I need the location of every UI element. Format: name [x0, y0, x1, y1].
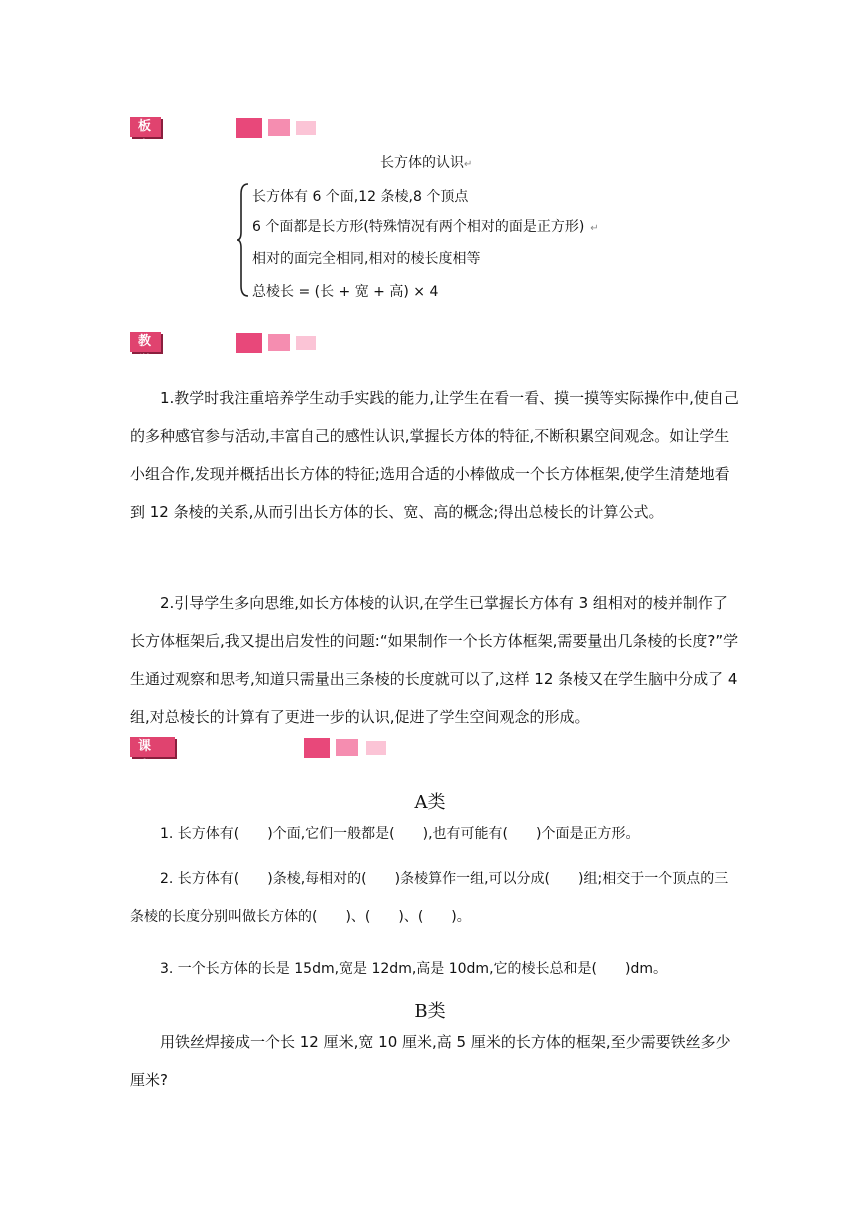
homework-label: 课堂作业新设计: [130, 737, 175, 757]
board-design-label: 板书设计: [130, 117, 161, 137]
board-line: 相对的面完全相同,相对的棱长度相等: [252, 251, 481, 267]
reflection-paragraph-2: 2.引导学生多向思维,如长方体棱的认识,在学生已掌握长方体有 3 组相对的棱并制作了长方体框架后,我又提出启发性的问题:“如果制作一个长方体框架,需要量出几条棱的长度?”学生通过观察和思考,知道只需量出三条棱的长度就可以了,这样 12 条棱又在学生脑中分成了 4 组,对总棱长的计算有了更进一步的认识,促进了学生空间观念的形成。: [130, 594, 739, 726]
reflection-label: 教学反思: [130, 332, 161, 352]
board-line: 6 个面都是长方形(特殊情况有两个相对的面是正方形) ↵: [252, 219, 599, 235]
banner-decoration: [268, 334, 290, 351]
board-title: 长方体的认识↵: [380, 155, 473, 171]
return-mark-icon: ↵: [590, 223, 599, 234]
question-b1: 用铁丝焊接成一个长 12 厘米,宽 10 厘米,高 5 厘米的长方体的框架,至少需要铁丝多少厘米?: [130, 1033, 731, 1089]
banner-decoration: [336, 739, 358, 756]
banner-decoration: [304, 738, 330, 758]
banner-decoration: [236, 118, 262, 138]
banner-decoration: [366, 741, 386, 755]
curly-brace-icon: [236, 182, 250, 298]
question-2: 2. 长方体有( )条棱,每相对的( )条棱算作一组,可以分成( )组;相交于一个顶点的三条棱的长度分别叫做长方体的( )、( )、( )。: [130, 871, 729, 925]
return-mark-icon: ↵: [464, 159, 473, 170]
question-3: 3. 一个长方体的长是 15dm,宽是 12dm,高是 10dm,它的棱长总和是( )dm。: [160, 961, 667, 977]
banner-decoration: [296, 121, 316, 135]
banner-decoration: [268, 119, 290, 136]
question-1: 1. 长方体有( )个面,它们一般都是( ),也有可能有( )个面是正方形。: [160, 826, 640, 842]
banner-decoration: [296, 336, 316, 350]
category-b-title: B类: [414, 1001, 446, 1022]
reflection-paragraph-1: 1.教学时我注重培养学生动手实践的能力,让学生在看一看、摸一摸等实际操作中,使自己的多种感官参与活动,丰富自己的感性认识,掌握长方体的特征,不断积累空间观念。如让学生小组合作,发现并概括出长方体的特征;选用合适的小棒做成一个长方体框架,使学生清楚地看到 12 条棱的关系,从而引出长方体的长、宽、高的概念;得出总棱长的计算公式。: [130, 389, 739, 521]
board-line: 总棱长 = (长 + 宽 + 高) × 4: [252, 284, 439, 300]
board-line: 长方体有 6 个面,12 条棱,8 个顶点: [252, 189, 469, 205]
category-a-title: A类: [414, 792, 446, 813]
banner-decoration: [236, 333, 262, 353]
